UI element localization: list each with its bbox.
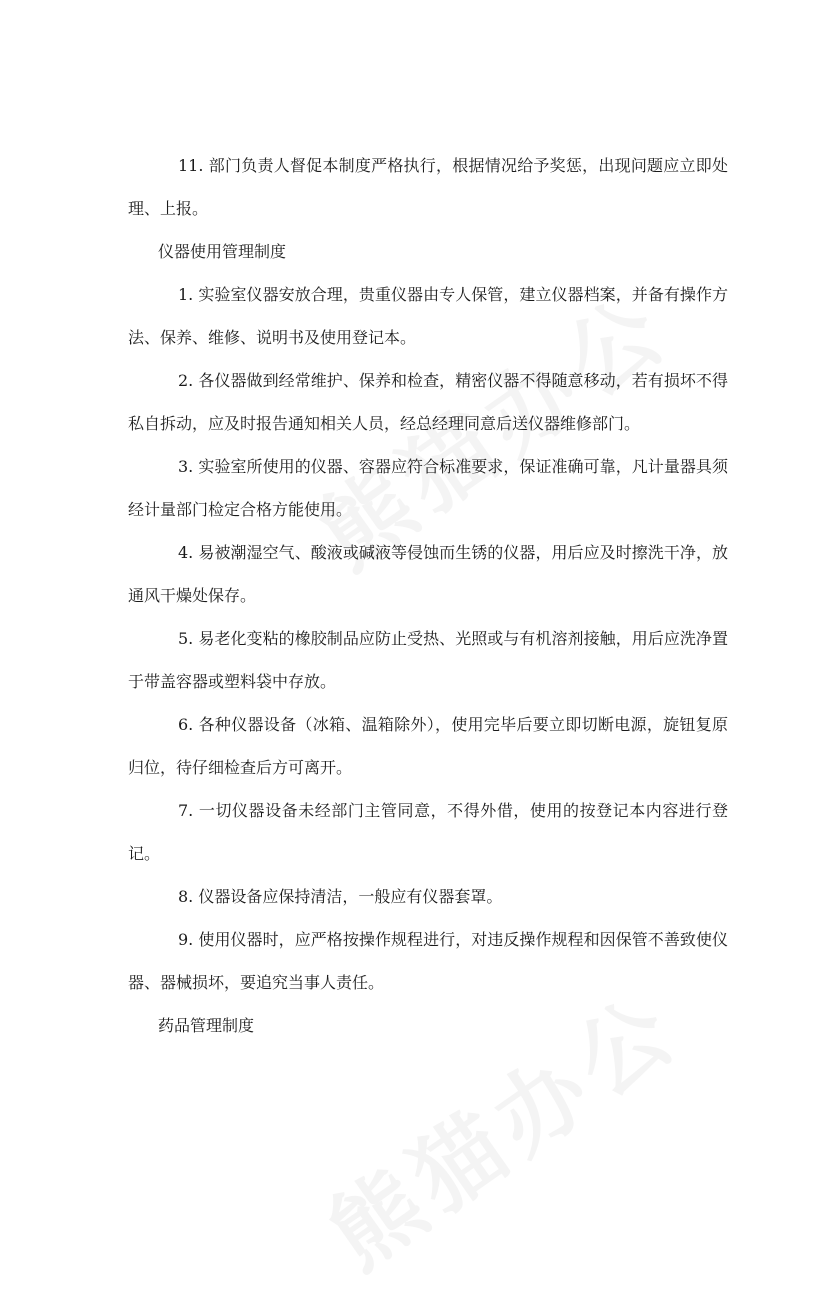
paragraph-item-11: 11. 部门负责人督促本制度严格执行，根据情况给予奖惩，出现问题应立即处理、上报。 xyxy=(128,156,728,218)
paragraph-item-2: 2. 各仪器做到经常维护、保养和检查，精密仪器不得随意移动，若有损坏不得私自拆动，应及时报告通知相关人员，经总经理同意后送仪器维修部门。 xyxy=(128,371,728,433)
section-heading-drug: 药品管理制度 xyxy=(158,1016,255,1035)
paragraph-item-5: 5. 易老化变粘的橡胶制品应防止受热、光照或与有机溶剂接触，用后应洗净置于带盖容器或塑料袋中存放。 xyxy=(128,629,728,691)
paragraph-item-9: 9. 使用仪器时，应严格按操作规程进行，对违反操作规程和因保管不善致使仪器、器械损坏，要追究当事人责任。 xyxy=(128,930,728,992)
paragraph-item-8: 8. 仪器设备应保持清洁，一般应有仪器套罩。 xyxy=(178,887,503,906)
section-heading-instrument: 仪器使用管理制度 xyxy=(158,242,287,261)
paragraph-item-7: 7. 一切仪器设备未经部门主管同意，不得外借，使用的按登记本内容进行登记。 xyxy=(128,801,728,863)
paragraph-item-3: 3. 实验室所使用的仪器、容器应符合标准要求，保证准确可靠，凡计量器具须经计量部门检定合格方能使用。 xyxy=(128,457,728,519)
paragraph-item-4: 4. 易被潮湿空气、酸液或碱液等侵蚀而生锈的仪器，用后应及时擦洗干净，放通风干燥处保存。 xyxy=(128,543,728,605)
paragraph-item-6: 6. 各种仪器设备（冰箱、温箱除外），使用完毕后要立即切断电源，旋钮复原归位，待仔细检查后方可离开。 xyxy=(128,715,728,777)
document-body xyxy=(128,144,728,1047)
paragraph-item-1: 1. 实验室仪器安放合理，贵重仪器由专人保管，建立仪器档案，并备有操作方法、保养、维修、说明书及使用登记本。 xyxy=(128,285,728,347)
